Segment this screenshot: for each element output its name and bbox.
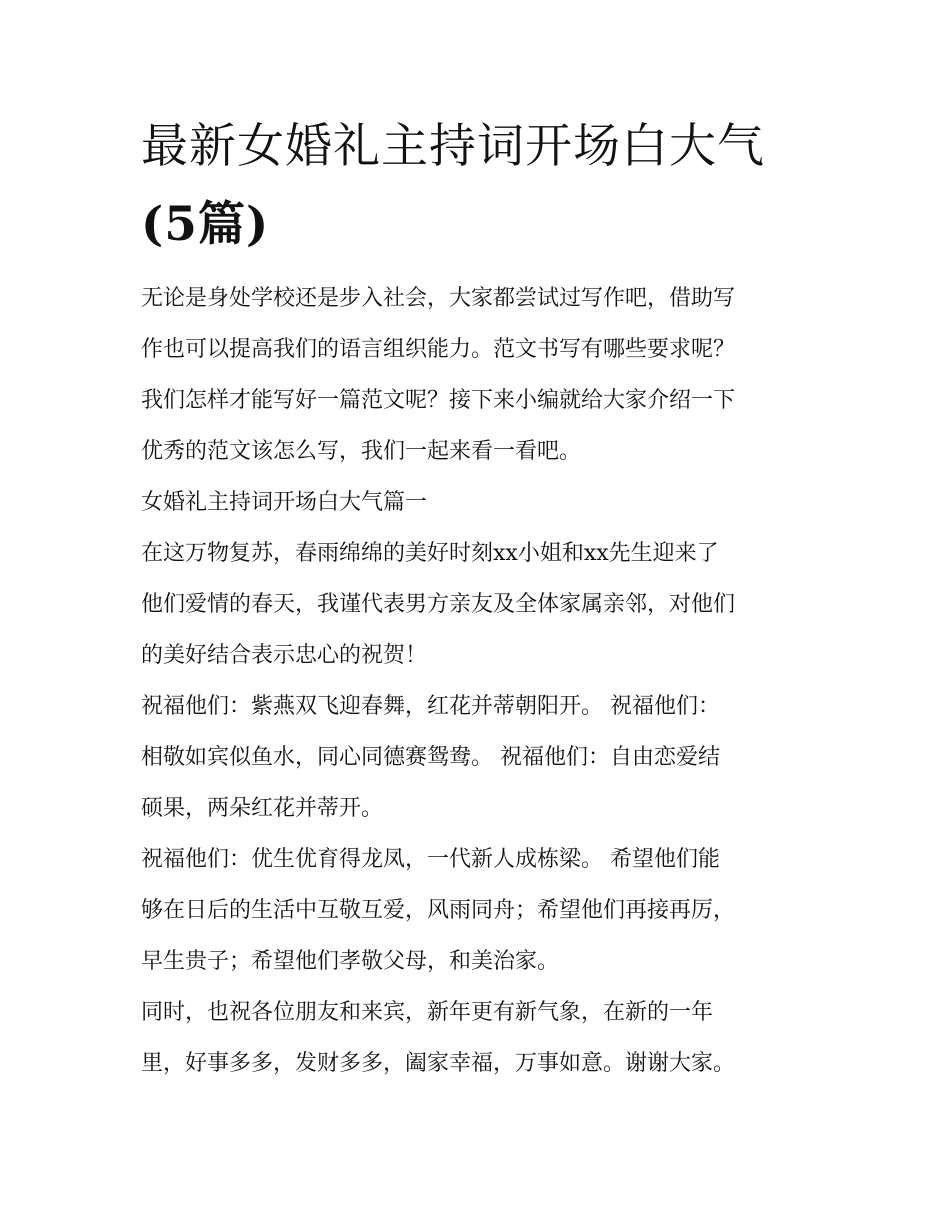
title-line: 最新女婚礼主持词开场白大气 [141,119,765,174]
intro-paragraph [141,273,821,477]
body-paragraph [141,528,821,681]
body-paragraph [141,987,821,1089]
text-line: 里，好事多多，发财多多，阖家幸福，万事如意。谢谢大家。 [141,1051,736,1076]
body-paragraph [141,681,821,834]
body-paragraph [141,834,821,987]
text-line: 硕果，两朵红花并蒂开。 [141,796,384,821]
text-line: 够在日后的生活中互敬互爱，风雨同舟；希望他们再接再厉， [141,898,736,923]
text-line: 无论是身处学校还是步入社会，大家都尝试过写作吧，借助写 [141,286,736,311]
text-line: 作也可以提高我们的语言组织能力。范文书写有哪些要求呢？ [141,337,736,362]
text-line: 优秀的范文该怎么写，我们一起来看一看吧。 [141,439,582,464]
document-body [141,108,821,1089]
text-line: 相敬如宾似鱼水，同心同德赛鸳鸯。 祝福他们：自由恋爱结 [141,745,720,770]
title-line: (5篇) [141,197,270,252]
text-line: 祝福他们：优生优育得龙凤，一代新人成栋梁。 希望他们能 [141,847,720,872]
text-line: 他们爱情的春天，我谨代表男方亲友及全体家属亲邻，对他们 [141,592,736,617]
section-heading [141,477,821,528]
text-line: 的美好结合表示忠心的祝贺！ [141,643,428,668]
section-heading-text: 女婚礼主持词开场白大气篇一 [141,490,428,515]
text-line: 我们怎样才能写好一篇范文呢？接下来小编就给大家介绍一下 [141,388,736,413]
text-line: 同时，也祝各位朋友和来宾，新年更有新气象，在新的一年 [141,1000,714,1025]
document-title [141,108,821,264]
text-line: 早生贵子；希望他们孝敬父母，和美治家。 [141,949,560,974]
text-line: 祝福他们：紫燕双飞迎春舞，红花并蒂朝阳开。 祝福他们： [141,694,720,719]
text-line: 在这万物复苏，春雨绵绵的美好时刻xx小姐和xx先生迎来了 [141,541,719,566]
